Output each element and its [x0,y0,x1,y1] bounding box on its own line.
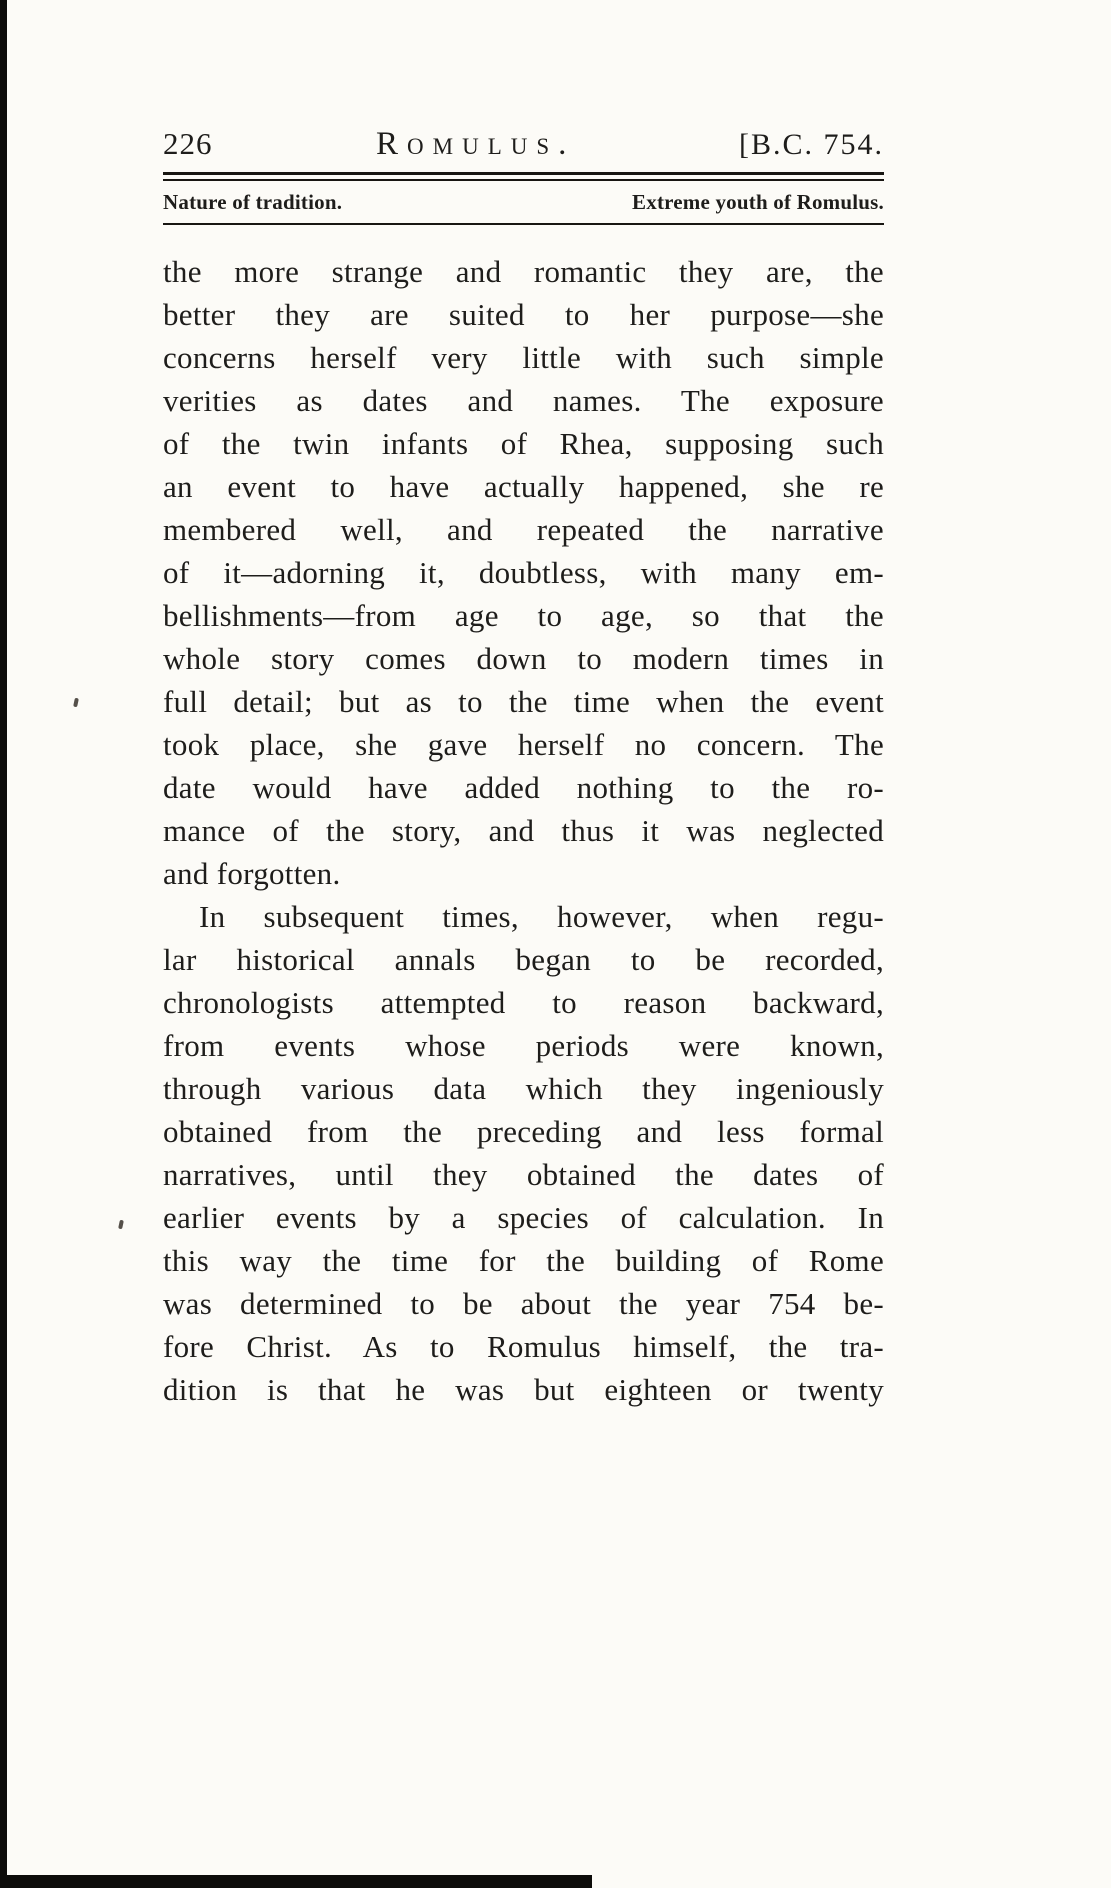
text-line: In subsequent times, however, when regu- [199,899,884,934]
page-content [163,126,884,1411]
scan-edge-left [0,0,7,1888]
left-subheader: Nature of tradition. [163,190,343,214]
scan-artifact [118,1220,124,1230]
text-line: fore Christ. As to Romulus himself, the tra- [163,1329,884,1364]
text-line: bellishments—from age to age, so that the [163,598,884,633]
paragraph [163,895,884,1411]
text-line: was determined to be about the year 754 be- [163,1286,884,1321]
text-line: took place, she gave herself no concern. The [163,727,884,762]
running-title: Romulus. [376,126,576,162]
text-line: full detail; but as to the time when the event [163,684,884,719]
text-line: date would have added nothing to the ro- [163,770,884,805]
text-line: narratives, until they obtained the dates of [163,1157,884,1192]
double-rule [163,172,884,181]
text-line: earlier events by a species of calculation. In [163,1200,884,1235]
scan-artifact [73,698,79,708]
text-line: verities as dates and names. The exposure [163,383,884,418]
scan-edge-bottom [0,1875,592,1888]
text-line: dition is that he was but eighteen or twenty [163,1372,884,1407]
text-line: obtained from the preceding and less formal [163,1114,884,1149]
page-header [163,126,884,163]
text-line: an event to have actually happened, she re [163,469,884,504]
text-line: the more strange and romantic they are, the [163,254,884,289]
text-line: lar historical annals began to be recorded, [163,942,884,977]
text-line: mance of the story, and thus it was neglected [163,813,884,848]
text-line: and forgotten. [163,856,341,891]
text-line: membered well, and repeated the narrative [163,512,884,547]
text-line: of the twin infants of Rhea, supposing such [163,426,884,461]
body-text [163,250,884,1411]
text-line: chronologists attempted to reason backward, [163,985,884,1020]
date-annotation: [B.C. 754. [738,128,884,161]
page-number: 226 [163,126,213,161]
text-line: concerns herself very little with such simple [163,340,884,375]
text-line: through various data which they ingeniously [163,1071,884,1106]
text-line: better they are suited to her purpose—she [163,297,884,332]
text-line: this way the time for the building of Rome [163,1243,884,1278]
section-subheaders [163,190,884,215]
paragraph [163,250,884,895]
single-rule [163,223,884,225]
text-line: of it—adorning it, doubtless, with many em- [163,555,884,590]
text-line: from events whose periods were known, [163,1028,884,1063]
text-line: whole story comes down to modern times in [163,641,884,676]
right-subheader: Extreme youth of Romulus. [632,190,884,214]
